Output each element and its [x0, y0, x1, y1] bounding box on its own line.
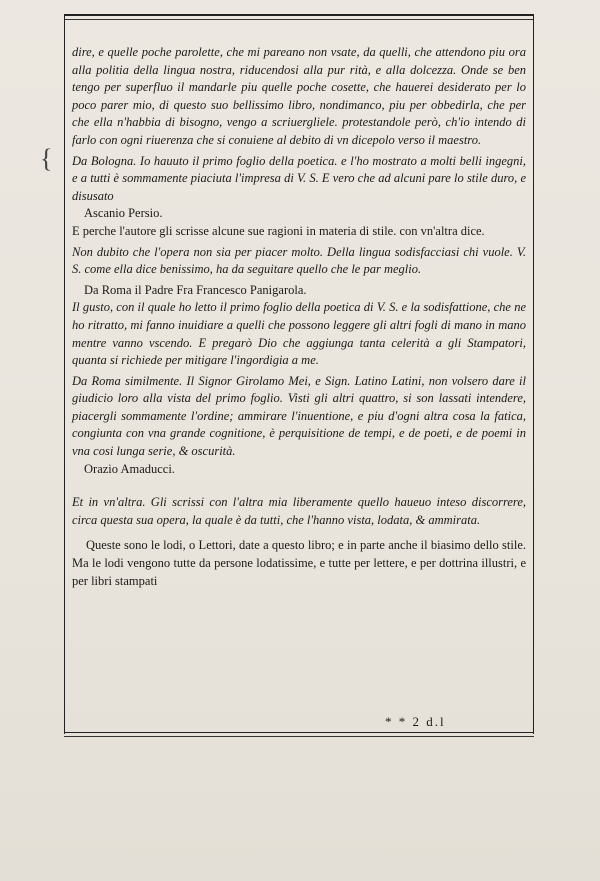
- letter-passage-5: Da Roma similmente. Il Signor Girolamo Mei, e Sign. Latino Latini, non volsero dare il giudicio loro alla vista del primo foglio. Visti gli altri quattro, si son lassati intendere, piacergli sommamente l'ordine; ammirare l'inuentione, e piu d'ogni altra cosa la fatica, congiunta con vna grande cognitione, è perquisitione de tempi, e de poeti, e de poemi in vna cosi lunga serie, & oscurità.: [72, 373, 526, 459]
- text-body: [72, 44, 526, 590]
- margin-bracket-mark: {: [40, 144, 53, 173]
- bottom-border-rule: [64, 732, 534, 733]
- letter-passage-1: dire, e quelle poche parolette, che mi pareano non vsate, da quelli, che attendono piu ora alla politia della lingua nostra, riducendosi alla pur rità, e alla dolcezza. Onde se ben tengo per superfluo il mandarle piu quelle poche cosette, che hauerei desiderato per lo poco parer mio, di questo suo bellissimo libro, nondimanco, piu per obbedirla, che per che ella n'habbia di bisogno, vengo a scriuergliele. protestandole però, ch'io intendo di farlo con ogni riuerenza che si conuiene al debito di vn dicepolo verso il maestro.: [72, 45, 526, 147]
- signature-persio: Ascanio Persio.: [84, 206, 163, 221]
- letter-passage-6: Et in vn'altra. Gli scrissi con l'altra mia liberamente quello haueuo inteso discorrere, circa questa sua opera, la quale è da tutti, che l'hanno vista, lodata, & ammirata.: [72, 495, 526, 527]
- bottom-border-rule-inner: [64, 736, 534, 737]
- narrative-passage-1: E perche l'autore gli scrisse alcune sue ragioni in materia di stile. con vn'altra dice.: [72, 223, 485, 238]
- signature-amaducci: Orazio Amaducci.: [84, 461, 175, 476]
- letter-passage-3: Non dubito che l'opera non sia per piacer molto. Della lingua sodisfacciasi chi vuole. V. S. come ella dice benissimo, ha da seguitare quello che le par meglio.: [72, 244, 526, 277]
- catchword-signature-mark: * * 2 d.l: [385, 714, 446, 729]
- signature-panigarola: Da Roma il Padre Fra Francesco Panigarola.: [84, 282, 307, 297]
- letter-passage-4: Il gusto, con il quale ho letto il primo foglio della poetica di V. S. e la sodisfattione, che ne ho ritratto, mi fanno inuidiare a quelli che possono leggere gli altri fogli di mano in mano mentre vanno vscendo. E pregarò Dio che aggiunga tanta celerità a gli Stampatori, quanta si richiede per mitigare l'ingordigia a me.: [72, 300, 526, 368]
- narrative-passage-2: Queste sono le lodi, o Lettori, date a questo libro; e in parte anche il biasimo dello stile. Ma le lodi vengono tutte da persone lodatissime, e tutte per lettere, e per dottrina illustri, e per libri stampati: [72, 538, 526, 588]
- letter-passage-2: Da Bologna. Io hauuto il primo foglio della poetica. e l'ho mostrato a molti belli ingegni, e a tutti è sommamente piaciuta l'impresa di V. S. E vero che ad alcuni pare lo stile duro, e disusato: [72, 153, 526, 203]
